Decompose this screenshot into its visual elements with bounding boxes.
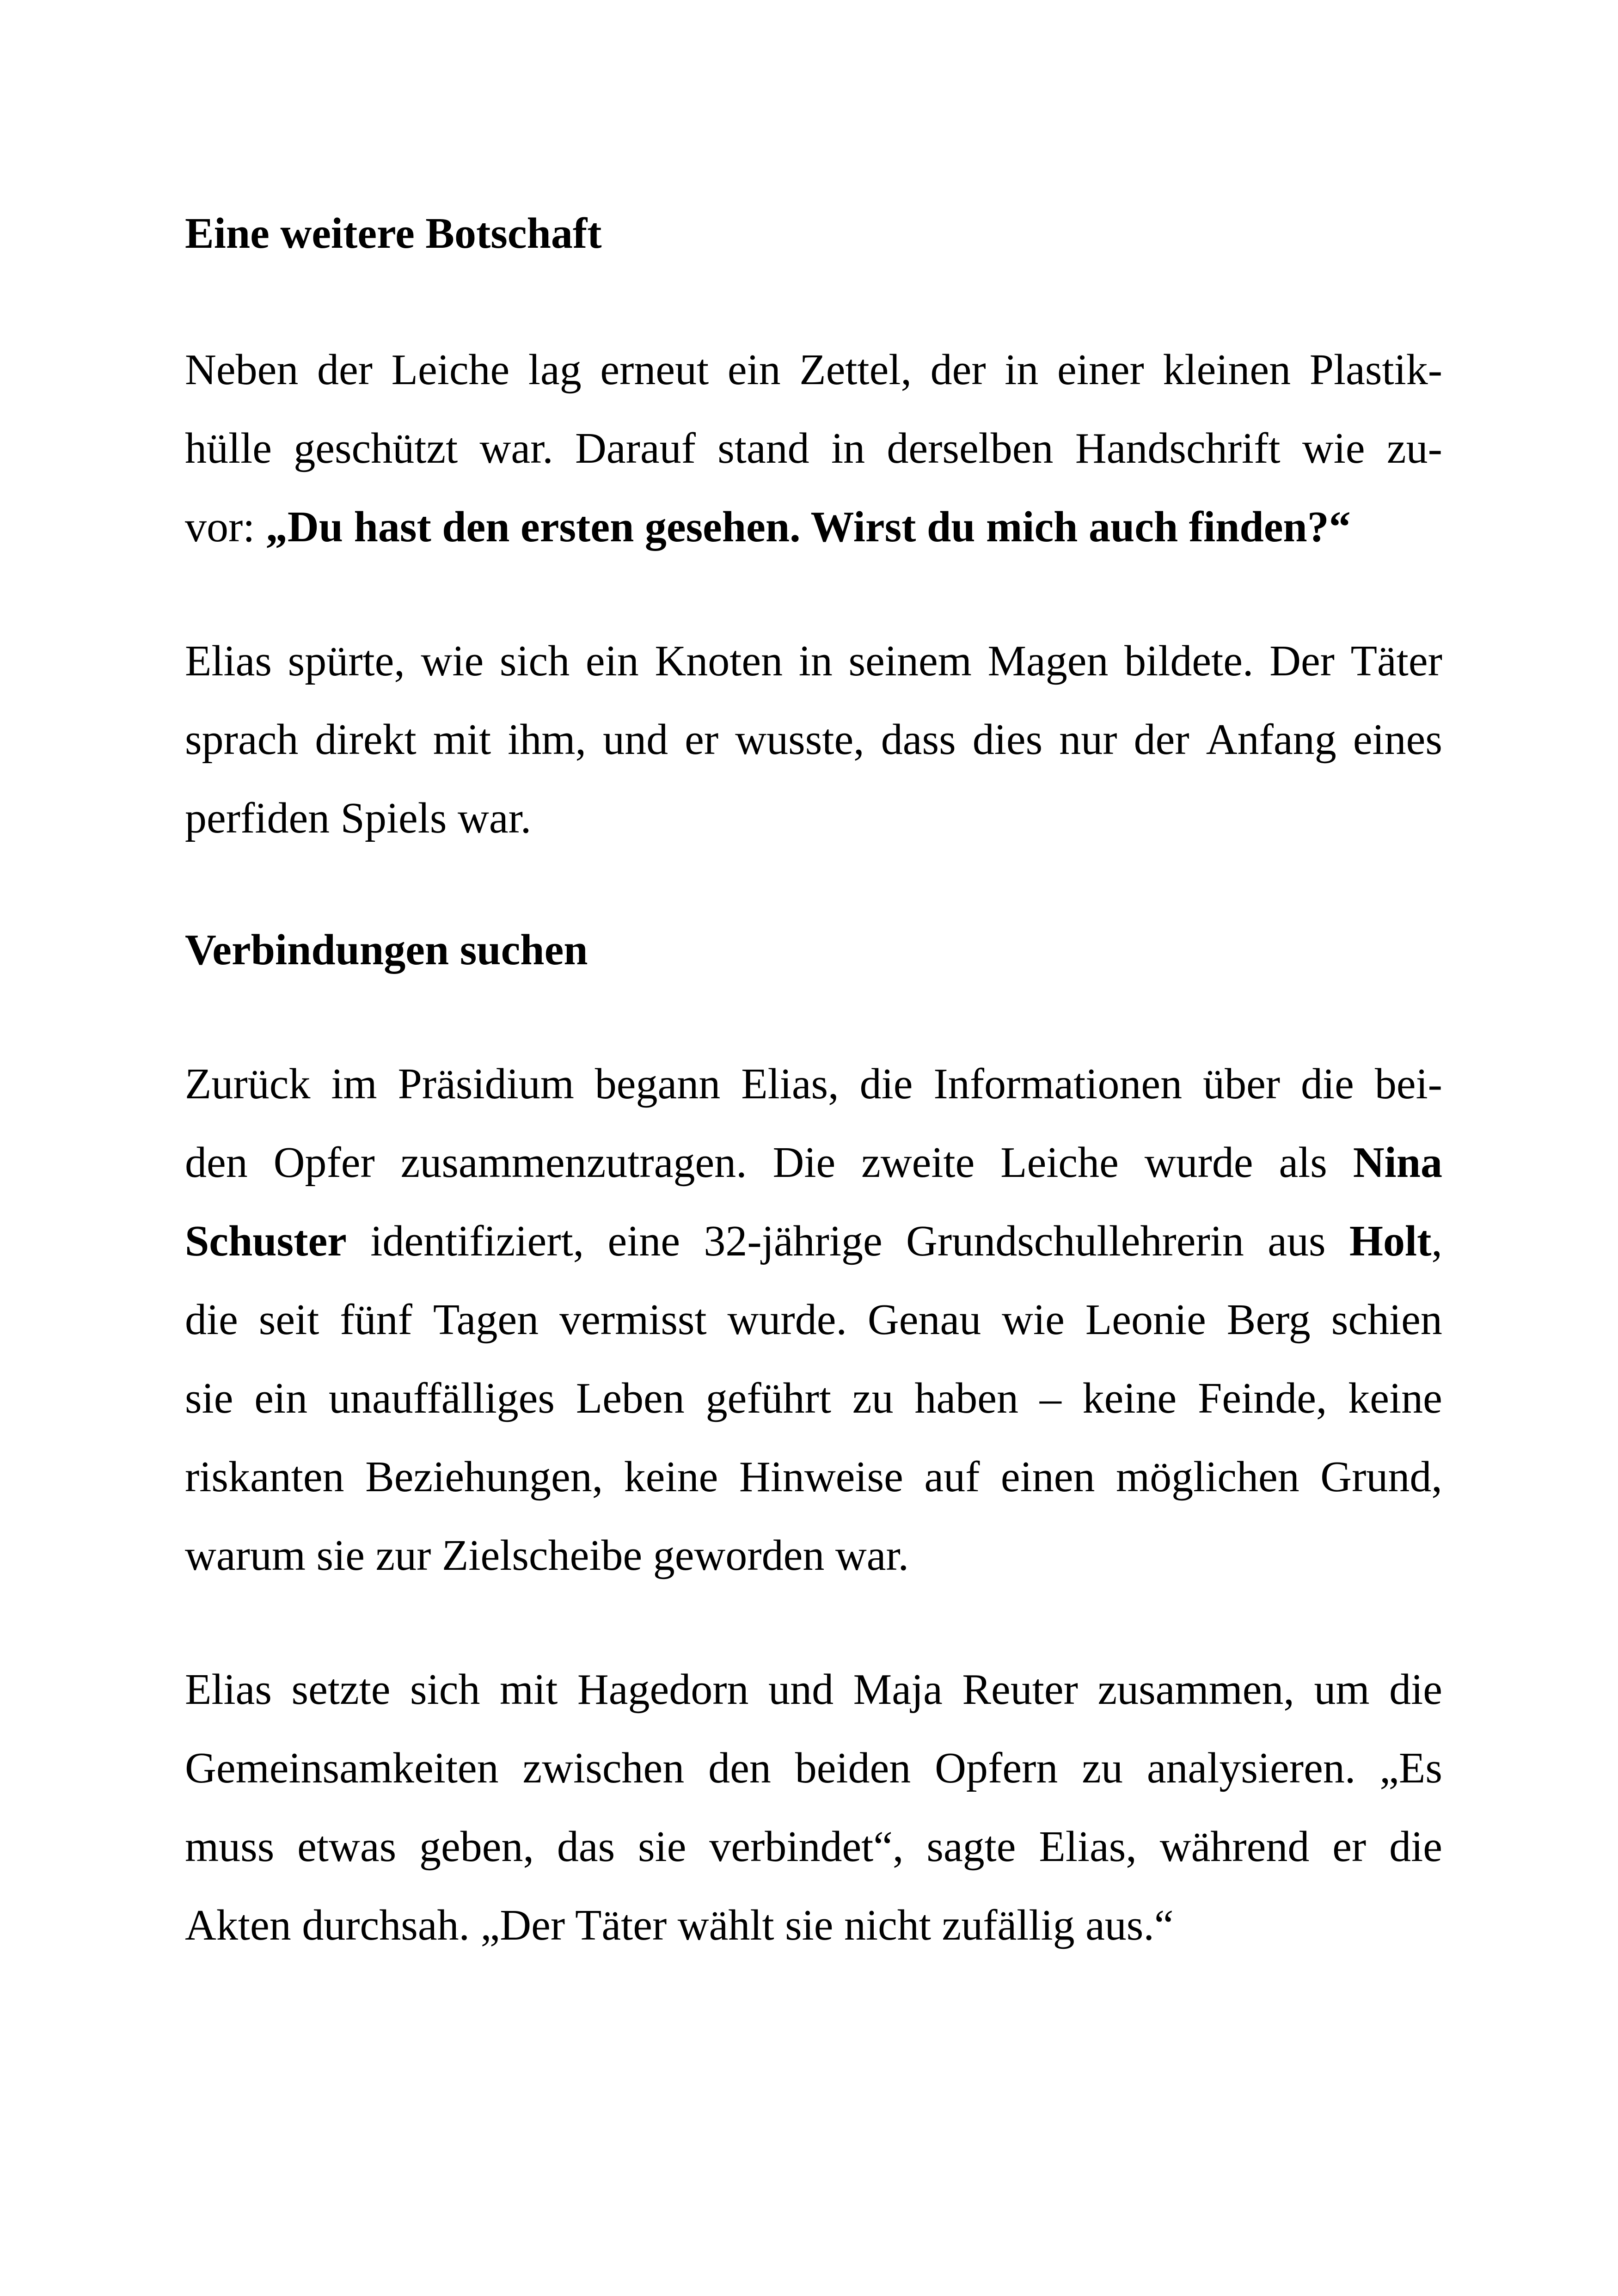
- word: beiden: [795, 1744, 911, 1792]
- word: keine: [1348, 1374, 1442, 1422]
- word: Berg: [1226, 1296, 1311, 1344]
- word: wusste,: [735, 716, 864, 764]
- word: verbindet“,: [709, 1823, 904, 1871]
- word: um: [1314, 1665, 1370, 1714]
- word: eine: [607, 1217, 680, 1265]
- word: wie: [421, 637, 484, 685]
- word: wie: [1002, 1296, 1065, 1344]
- word: wurde: [1144, 1139, 1253, 1187]
- word: schien: [1331, 1296, 1442, 1344]
- word: er: [685, 716, 719, 764]
- word: sagte: [926, 1823, 1016, 1871]
- word: Maja: [853, 1665, 943, 1714]
- word: zwischen: [522, 1744, 685, 1792]
- paragraph: [185, 1045, 1442, 1595]
- word: mit: [433, 716, 491, 764]
- word: mit: [500, 1665, 558, 1714]
- word: Leonie: [1085, 1296, 1206, 1344]
- word: Opfer: [273, 1139, 375, 1187]
- word: stand: [717, 424, 809, 472]
- word: zu: [1082, 1744, 1123, 1792]
- word: Gemeinsamkeiten: [185, 1744, 499, 1792]
- word: möglichen: [1115, 1453, 1299, 1501]
- word: in: [831, 424, 865, 472]
- word: fünf: [340, 1296, 412, 1344]
- word: Elias,: [1039, 1823, 1137, 1871]
- word: seinem: [848, 637, 972, 685]
- word: aus: [1268, 1217, 1326, 1265]
- word: der: [1134, 716, 1189, 764]
- word: einen: [1000, 1453, 1095, 1501]
- word: lag: [528, 346, 582, 394]
- text-line: warum sie zur Zielscheibe geworden war.: [185, 1531, 909, 1580]
- word: dass: [881, 716, 956, 764]
- word: Informationen: [933, 1060, 1183, 1108]
- word: –: [1039, 1374, 1061, 1422]
- word: ihm,: [508, 716, 586, 764]
- word: Täter: [1350, 637, 1442, 685]
- word: zusammenzutragen.: [400, 1139, 747, 1187]
- word: Die: [772, 1139, 836, 1187]
- word: Magen: [987, 637, 1109, 685]
- name-highlight: Nina: [1353, 1139, 1442, 1187]
- word: Leiche: [391, 346, 510, 394]
- word: Darauf: [575, 424, 696, 472]
- word: ein: [727, 346, 781, 394]
- text-line: [185, 1045, 1442, 1123]
- paragraph: [185, 1650, 1442, 1965]
- word: seit: [258, 1296, 319, 1344]
- word: die: [1389, 1823, 1442, 1871]
- text-line: [185, 622, 1442, 700]
- word: als: [1279, 1139, 1327, 1187]
- quoted-message: „Du hast den ersten gesehen. Wirst du mich auch finden?“: [265, 503, 1351, 551]
- word: die: [1389, 1665, 1442, 1714]
- word: in: [1005, 346, 1039, 394]
- word: geschützt: [294, 424, 458, 472]
- word: spürte,: [288, 637, 405, 685]
- word: geführt: [705, 1374, 832, 1422]
- word: 32-jährige: [704, 1217, 883, 1265]
- paragraph: [185, 331, 1442, 566]
- paragraph: [185, 622, 1442, 857]
- place-highlight: Holt,: [1349, 1217, 1442, 1265]
- word: sie: [638, 1823, 686, 1871]
- word: sprach: [185, 716, 299, 764]
- word: Knoten: [655, 637, 783, 685]
- word: Der: [1269, 637, 1335, 685]
- text-line: [185, 1359, 1442, 1438]
- text-line: [185, 1280, 1442, 1359]
- word: während: [1159, 1823, 1310, 1871]
- word: den: [708, 1744, 771, 1792]
- word: die: [1301, 1060, 1354, 1108]
- word: Leben: [576, 1374, 685, 1422]
- word: „Es: [1379, 1744, 1442, 1792]
- word: identifiziert,: [370, 1217, 584, 1265]
- word: unauffälliges: [328, 1374, 555, 1422]
- word: eines: [1353, 716, 1442, 764]
- word: bildete.: [1124, 637, 1254, 685]
- word: Tagen: [433, 1296, 539, 1344]
- word: geben,: [419, 1823, 534, 1871]
- text-line: Akten durchsah. „Der Täter wählt sie nicht zufällig aus.“: [185, 1901, 1174, 1949]
- word: war.: [479, 424, 553, 472]
- word: auf: [924, 1453, 980, 1501]
- text-line: [185, 331, 1442, 409]
- text-line: perfiden Spiels war.: [185, 794, 532, 842]
- text-line: [185, 1729, 1442, 1807]
- word: erneut: [600, 346, 709, 394]
- text-run: vor:: [185, 503, 266, 551]
- word: wie: [1302, 424, 1365, 472]
- word: Hagedorn: [577, 1665, 749, 1714]
- word: keine: [624, 1453, 718, 1501]
- word: sich: [410, 1665, 480, 1714]
- text-line: [185, 1438, 1442, 1516]
- word: Anfang: [1206, 716, 1336, 764]
- word: haben: [914, 1374, 1018, 1422]
- text-line: [185, 1807, 1442, 1886]
- section-heading: Verbindungen suchen: [185, 926, 588, 974]
- word: Beziehungen,: [365, 1453, 603, 1501]
- word: im: [331, 1060, 377, 1108]
- text-line: [185, 488, 1442, 566]
- word: begann: [594, 1060, 721, 1108]
- word: Elias,: [741, 1060, 839, 1108]
- word: Opfern: [935, 1744, 1058, 1792]
- word: bei-: [1374, 1060, 1442, 1108]
- text-line: [185, 700, 1442, 779]
- word: der: [930, 346, 986, 394]
- word: zu-: [1386, 424, 1442, 472]
- word: die: [859, 1060, 913, 1108]
- word: muss: [185, 1823, 275, 1871]
- word: keine: [1082, 1374, 1177, 1422]
- word: zu: [852, 1374, 894, 1422]
- word: Handschrift: [1075, 424, 1281, 472]
- word: wurde.: [727, 1296, 847, 1344]
- word: und: [603, 716, 668, 764]
- text-line: [185, 1650, 1442, 1729]
- word: kleinen: [1163, 346, 1291, 394]
- word: Reuter: [962, 1665, 1078, 1714]
- word: in: [798, 637, 833, 685]
- text-line: [185, 1202, 1442, 1280]
- word: nur: [1059, 716, 1117, 764]
- word: etwas: [297, 1823, 397, 1871]
- word: die: [185, 1296, 238, 1344]
- text-line: [185, 1123, 1442, 1202]
- word: er: [1332, 1823, 1367, 1871]
- word: über: [1203, 1060, 1281, 1108]
- word: setzte: [291, 1665, 391, 1714]
- word: hülle: [185, 424, 272, 472]
- word: Feinde,: [1198, 1374, 1327, 1422]
- word: Zettel,: [799, 346, 912, 394]
- word: Grundschullehrerin: [906, 1217, 1244, 1265]
- word: Präsidium: [398, 1060, 574, 1108]
- text-line: [185, 409, 1442, 488]
- word: den: [185, 1139, 248, 1187]
- word: Plastik-: [1309, 346, 1442, 394]
- word: sich: [499, 637, 570, 685]
- word: ein: [585, 637, 639, 685]
- word: zusammen,: [1097, 1665, 1294, 1714]
- word: vermisst: [559, 1296, 707, 1344]
- word: derselben: [887, 424, 1054, 472]
- word: Neben: [185, 346, 299, 394]
- word: Leiche: [1000, 1139, 1119, 1187]
- word: riskanten: [185, 1453, 344, 1501]
- word: Elias: [185, 1665, 272, 1714]
- word: Zurück: [185, 1060, 311, 1108]
- section-heading: Eine weitere Botschaft: [185, 209, 602, 257]
- word: analysieren.: [1146, 1744, 1356, 1792]
- word: Grund,: [1320, 1453, 1442, 1501]
- word: direkt: [315, 716, 417, 764]
- word: dies: [972, 716, 1043, 764]
- name-highlight: Schuster: [185, 1217, 347, 1265]
- word: Hinweise: [739, 1453, 903, 1501]
- word: Elias: [185, 637, 272, 685]
- word: der: [317, 346, 373, 394]
- word: sie: [185, 1374, 233, 1422]
- word: zweite: [861, 1139, 975, 1187]
- word: und: [768, 1665, 834, 1714]
- word: ein: [254, 1374, 308, 1422]
- word: Genau: [867, 1296, 981, 1344]
- word: das: [557, 1823, 615, 1871]
- word: einer: [1057, 346, 1144, 394]
